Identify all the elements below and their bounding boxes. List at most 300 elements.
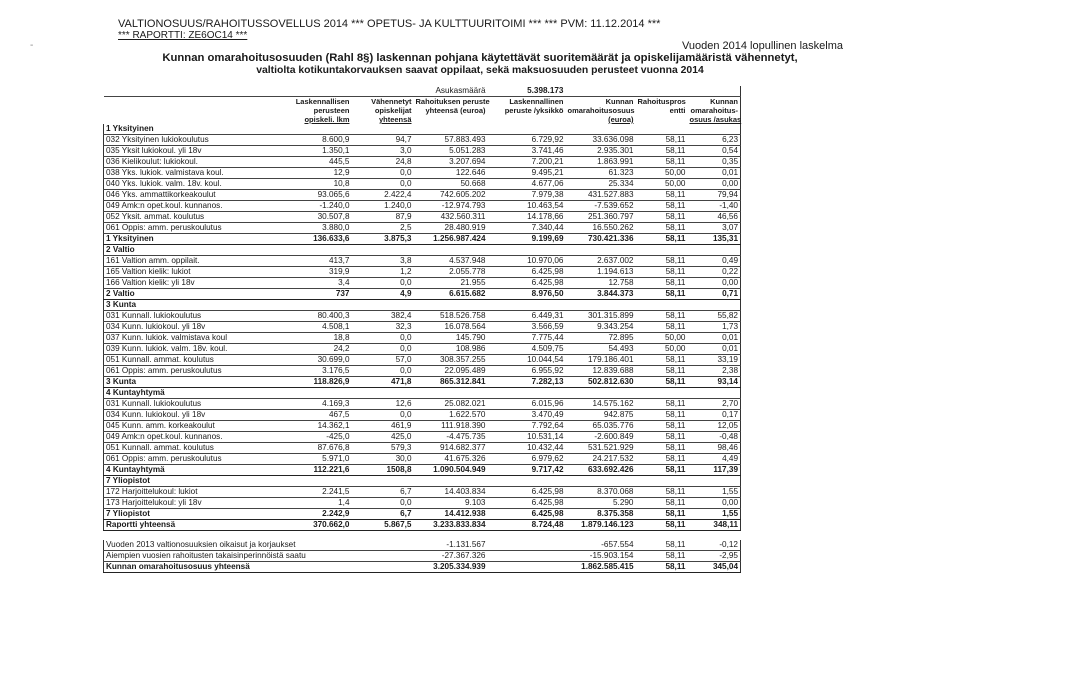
cell-value: 4.508,1 [272,322,352,333]
cell-value: 50,00 [636,344,688,355]
cell-value: 30.699,0 [272,355,352,366]
column-header: Rahoituksen peruste [415,97,490,106]
cell-value: 0,0 [352,278,414,289]
section-title-row [104,124,741,135]
cell-value: 1.622.570 [414,410,488,421]
row-label: 034 Kunn. lukiokoul. yli 18v [104,410,272,421]
empty-cell [566,245,636,256]
section-title: 7 Yliopistot [104,476,272,487]
cell-value: 58,11 [636,146,688,157]
cell-value: 1.879.146.123 [566,520,636,531]
cell-value: 461,9 [352,421,414,432]
cell-value: 58,11 [636,201,688,212]
cell-value: 6.425,98 [488,278,566,289]
cell-value: 54.493 [566,344,636,355]
cell-value: 579,3 [352,443,414,454]
section-total-row [104,509,741,520]
empty-cell [272,86,352,97]
empty-cell [352,476,414,487]
cell-value: 93.065,6 [272,190,352,201]
column-header: Vähennetyt [371,97,412,106]
row-label: Raportti yhteensä [104,520,272,531]
empty-cell [104,531,272,541]
cell-value: 112.221,6 [272,465,352,476]
cell-value: 348,11 [688,520,741,531]
cell-value: 122.646 [414,168,488,179]
cell-value: 9.103 [414,498,488,509]
cell-value: 4,9 [352,289,414,300]
empty-cell [488,388,566,399]
cell-value: 0,0 [352,366,414,377]
cell-value: 25.334 [566,179,636,190]
section-title-row [104,476,741,487]
cell-value: 1.194.613 [566,267,636,278]
cell-value: 3.880,0 [272,223,352,234]
empty-cell [352,388,414,399]
cell-value: 6.615.682 [414,289,488,300]
cell-value: 319,9 [272,267,352,278]
cell-value: -0,48 [688,432,741,443]
cell-value: 58,11 [636,487,688,498]
table-row [104,146,741,157]
cell-value: 10.531,14 [488,432,566,443]
cell-value: 737 [272,289,352,300]
cell-value: 79,94 [688,190,741,201]
empty-cell [488,245,566,256]
cell-value: 135,31 [688,234,741,245]
empty-cell [352,300,414,311]
cell-value: 0,01 [688,333,741,344]
cell-value: 7.200,21 [488,157,566,168]
cell-value: 12.758 [566,278,636,289]
column-header-row [104,97,741,107]
cell-value: 12.839.688 [566,366,636,377]
table-row [104,498,741,509]
row-label: 051 Kunnall. ammat. koulutus [104,443,272,454]
cell-value: 12,9 [272,168,352,179]
row-label: 052 Yksit. ammat. koulutus [104,212,272,223]
cell-value: 0,0 [352,333,414,344]
cell-value: 8.375.358 [566,509,636,520]
cell-value: 3,07 [688,223,741,234]
cell-value: -1.240,0 [272,201,352,212]
table-row [104,355,741,366]
table-row [104,366,741,377]
empty-cell [414,300,488,311]
cell-value: 633.692.426 [566,465,636,476]
table-row [104,168,741,179]
cell-value: 445,5 [272,157,352,168]
column-header: Rahoituspros [637,97,686,106]
cell-value: 117,39 [688,465,741,476]
cell-value: 431.527.883 [566,190,636,201]
cell-value: 0,0 [352,179,414,190]
cell-value: 6.425,98 [488,267,566,278]
section-title-row [104,388,741,399]
column-header: Laskennallinen [509,97,564,106]
cell-value: 9.199,69 [488,234,566,245]
cell-value: 9.495,21 [488,168,566,179]
cell-value: 531.521.929 [566,443,636,454]
cell-value: 4.169,3 [272,399,352,410]
empty-cell [352,86,414,97]
cell-value: 432.560.311 [414,212,488,223]
cell-value: 6,7 [352,487,414,498]
cell-value: 1,55 [688,509,741,520]
empty-cell [688,531,741,541]
cell-value: 6.729,92 [488,135,566,146]
cell-value: 58,11 [636,443,688,454]
column-header: (euroa) [608,115,634,124]
cell-value: 4.677,06 [488,179,566,190]
empty-cell [688,245,741,256]
table-row [104,267,741,278]
cell-value: 1.863.991 [566,157,636,168]
cell-value: 0,17 [688,410,741,421]
cell-value: 118.826,9 [272,377,352,388]
cell-value: 1.862.585.415 [566,562,636,573]
column-header: peruste /yksikkö [504,106,564,115]
row-label: Kunnan omarahoitusosuus yhteensä [104,562,272,573]
cell-value: 10.970,06 [488,256,566,267]
row-label: 061 Oppis: amm. peruskoulutus [104,223,272,234]
cell-value: 0,35 [688,157,741,168]
cell-value: 3.844.373 [566,289,636,300]
cell-value [488,562,566,573]
row-label: 039 Kunn. lukiok. valm. 18v. koul. [104,344,272,355]
cell-value: -1.131.567 [414,540,488,551]
section-title-row [104,300,741,311]
cell-value: 2.241,5 [272,487,352,498]
empty-cell [272,388,352,399]
row-label: 038 Yks. lukiok. valmistava koul. [104,168,272,179]
cell-value: 33,19 [688,355,741,366]
cell-value: 3,0 [352,146,414,157]
cell-value: 5.290 [566,498,636,509]
row-label: 032 Yksityinen lukiokoulutus [104,135,272,146]
cell-value: 58,11 [636,366,688,377]
table-row [104,333,741,344]
cell-value: 58,11 [636,289,688,300]
empty-cell [688,388,741,399]
cell-value: 25.082.021 [414,399,488,410]
cell-value: 7.979,38 [488,190,566,201]
row-label: Aiempien vuosien rahoitusten takaisinperinnöistä saatu [104,551,272,562]
spacer-row [104,531,741,541]
column-header: omarahoitus- [688,106,741,115]
cell-value: 425,0 [352,432,414,443]
cell-value: 8.600,9 [272,135,352,146]
cell-value: 58,11 [636,322,688,333]
empty-cell [488,124,566,135]
table-row [104,399,741,410]
cell-value: -2.600.849 [566,432,636,443]
cell-value: 41.675.326 [414,454,488,465]
cell-value: 3.875,3 [352,234,414,245]
cell-value: 6.015,96 [488,399,566,410]
column-header: yhteensä (euroa) [425,106,486,115]
cell-value: -425,0 [272,432,352,443]
cell-value: 94,7 [352,135,414,146]
cell-value: 3.205.334.939 [414,562,488,573]
cell-value: 72.895 [566,333,636,344]
row-label: 049 Amk:n opet.koul. kunnanos. [104,201,272,212]
section-title: 2 Valtio [104,245,272,256]
cell-value: 10.463,54 [488,201,566,212]
grand-total-row [104,520,741,531]
column-header: opiskeli. lkm [304,115,350,124]
table-row [104,344,741,355]
cell-value: -12.974.793 [414,201,488,212]
row-label: 161 Valtion amm. oppilait. [104,256,272,267]
cell-value: 16.550.262 [566,223,636,234]
empty-cell [636,300,688,311]
cell-value: 98,46 [688,443,741,454]
cell-value: 3.207.694 [414,157,488,168]
cell-value: 58,11 [636,223,688,234]
cell-value [488,551,566,562]
row-label: 2 Valtio [104,289,272,300]
empty-cell [352,124,414,135]
empty-cell [272,476,352,487]
cell-value: 2.055.778 [414,267,488,278]
empty-cell [636,388,688,399]
report-subtitle: valtiolta kotikuntakorvauksen saavat oppilaat, sekä maksuosuuden perusteet vuonna 2014 [256,65,704,76]
column-header [488,115,566,124]
report-table [103,86,741,573]
column-header: omarahoitusosuus [567,106,635,115]
cell-value: 87,9 [352,212,414,223]
row-label: 045 Kunn. amm. korkeakoulut [104,421,272,432]
cell-value: 7.775,44 [488,333,566,344]
column-header: Laskennallisen [295,97,350,106]
empty-cell [636,86,688,97]
cell-value: 14.403.834 [414,487,488,498]
cell-value: 1508,8 [352,465,414,476]
column-header: entti [669,106,686,115]
cell-value: 1.090.504.949 [414,465,488,476]
cell-value: 18,8 [272,333,352,344]
cell-value: 50.668 [414,179,488,190]
cell-value: 58,11 [636,377,688,388]
cell-value: 0,00 [688,179,741,190]
cell-value: 5.051.283 [414,146,488,157]
cell-value: 58,11 [636,520,688,531]
cell-value: 58,11 [636,421,688,432]
cell-value: 10,8 [272,179,352,190]
cell-value: 3.233.833.834 [414,520,488,531]
section-total-row [104,289,741,300]
cell-value: 14.412.938 [414,509,488,520]
table-row [104,190,741,201]
empty-cell [636,124,688,135]
column-header [636,115,688,124]
cell-value: 4.509,75 [488,344,566,355]
row-label: 166 Valtion kielik: yli 18v [104,278,272,289]
table-row [104,432,741,443]
cell-value: 58,11 [636,509,688,520]
cell-value: 370.662,0 [272,520,352,531]
table-row [104,311,741,322]
section-total-row [104,234,741,245]
population-row [104,86,741,97]
cell-value: 6.425,98 [488,487,566,498]
empty-cell [688,124,741,135]
column-header: Kunnan [688,97,741,107]
empty-cell [272,531,352,541]
cell-value: 2,70 [688,399,741,410]
column-header: osuus /asukas [689,115,742,124]
cell-value: 2.637.002 [566,256,636,267]
table-row [104,256,741,267]
cell-value: 57.883.493 [414,135,488,146]
cell-value: 24,2 [272,344,352,355]
column-header: Kunnan [605,97,634,106]
cell-value: 0,0 [352,344,414,355]
cell-value: 0,00 [688,278,741,289]
empty-cell [488,476,566,487]
row-label: Vuoden 2013 valtionosuuksien oikaisut ja korjaukset [104,540,272,551]
empty-cell [352,245,414,256]
cell-value: 24.217.532 [566,454,636,465]
empty-cell [566,300,636,311]
empty-cell [414,245,488,256]
row-label: 4 Kuntayhtymä [104,465,272,476]
cell-value: 14.575.162 [566,399,636,410]
cell-value: 8.976,50 [488,289,566,300]
cell-value: 57,0 [352,355,414,366]
cell-value: 6,7 [352,509,414,520]
row-label: 172 Harjoittelukoul: lukiot [104,487,272,498]
empty-cell [104,86,272,97]
cell-value: -657.554 [566,540,636,551]
table-row [104,135,741,146]
empty-cell [688,86,741,97]
column-header: opiskelijat [374,106,412,115]
adjustment-row [104,540,741,551]
cell-value: 87.676,8 [272,443,352,454]
empty-cell [636,476,688,487]
table-row [104,410,741,421]
cell-value: 9.717,42 [488,465,566,476]
table-row [104,212,741,223]
column-header [414,115,488,124]
row-label: 034 Kunn. lukiokoul. yli 18v [104,322,272,333]
cell-value: 1.256.987.424 [414,234,488,245]
cell-value: 0,0 [352,498,414,509]
cell-value: 6.979,62 [488,454,566,465]
section-title: 3 Kunta [104,300,272,311]
row-label: 046 Yks. ammattikorkeakoulut [104,190,272,201]
cell-value: 8.370.068 [566,487,636,498]
row-label: 031 Kunnall. lukiokoulutus [104,311,272,322]
cell-value: 58,11 [636,465,688,476]
cell-value: 345,04 [688,562,741,573]
empty-cell [636,245,688,256]
empty-cell [566,124,636,135]
cell-value: 58,11 [636,498,688,509]
cell-value: 2.422,4 [352,190,414,201]
cell-value [352,562,414,573]
cell-value: 0,01 [688,344,741,355]
empty-cell [566,476,636,487]
cell-value: 865.312.841 [414,377,488,388]
row-label: 7 Yliopistot [104,509,272,520]
row-label: 173 Harjoittelukoul: yli 18v [104,498,272,509]
cell-value: 6,23 [688,135,741,146]
cell-value: 6.425,98 [488,498,566,509]
cell-value: 2,38 [688,366,741,377]
cell-value: 24,8 [352,157,414,168]
section-total-row [104,377,741,388]
cell-value: 730.421.336 [566,234,636,245]
cell-value: 58,11 [636,432,688,443]
cell-value: 58,11 [636,234,688,245]
column-header-row [104,115,741,124]
population-label: Asukasmäärä [414,86,488,97]
cell-value: 518.526.758 [414,311,488,322]
row-label: 037 Kunn. lukiok. valmistava koul [104,333,272,344]
cell-value [488,540,566,551]
cell-value: 32,3 [352,322,414,333]
empty-cell [488,300,566,311]
column-header-row [104,106,741,115]
cell-value: 6.425,98 [488,509,566,520]
cell-value: 7.792,64 [488,421,566,432]
cell-value: 46,56 [688,212,741,223]
cell-value: 58,11 [636,157,688,168]
cell-value: 10.432,44 [488,443,566,454]
empty-cell [272,300,352,311]
cell-value: 4,49 [688,454,741,465]
report-title: Kunnan omarahoitusosuuden (Rahl 8§) laskennan pohjana käytettävät suoritemäärät ja opiskelijamääristä vähennetyt, [162,52,798,64]
empty-cell [566,388,636,399]
empty-cell [352,531,414,541]
cell-value: 1,4 [272,498,352,509]
cell-value: 382,4 [352,311,414,322]
empty-cell [272,124,352,135]
row-label: 3 Kunta [104,377,272,388]
cell-value: 58,11 [636,454,688,465]
cell-value: 30.507,8 [272,212,352,223]
cell-value: 28.480.919 [414,223,488,234]
table-row [104,487,741,498]
cell-value: -1,40 [688,201,741,212]
cell-value [352,551,414,562]
row-label: 165 Valtion kielik: lukiot [104,267,272,278]
cell-value: 111.918.390 [414,421,488,432]
final-total-row [104,562,741,573]
cell-value: 50,00 [636,168,688,179]
cell-value: 3,8 [352,256,414,267]
cell-value: -2,95 [688,551,741,562]
cell-value: 5.971,0 [272,454,352,465]
cell-value: 12,6 [352,399,414,410]
row-label: 040 Yks. lukiok. valm. 18v. koul. [104,179,272,190]
table-row [104,201,741,212]
cell-value: 1,55 [688,487,741,498]
cell-value: 10.044,54 [488,355,566,366]
cell-value: 58,11 [636,551,688,562]
cell-value: 914.682.377 [414,443,488,454]
cell-value: 14.362,1 [272,421,352,432]
table-row [104,278,741,289]
cell-value: 467,5 [272,410,352,421]
empty-cell [688,476,741,487]
report-code-text: *** RAPORTTI: ZE6OC14 *** [118,30,248,41]
cell-value: 22.095.489 [414,366,488,377]
table-row [104,322,741,333]
